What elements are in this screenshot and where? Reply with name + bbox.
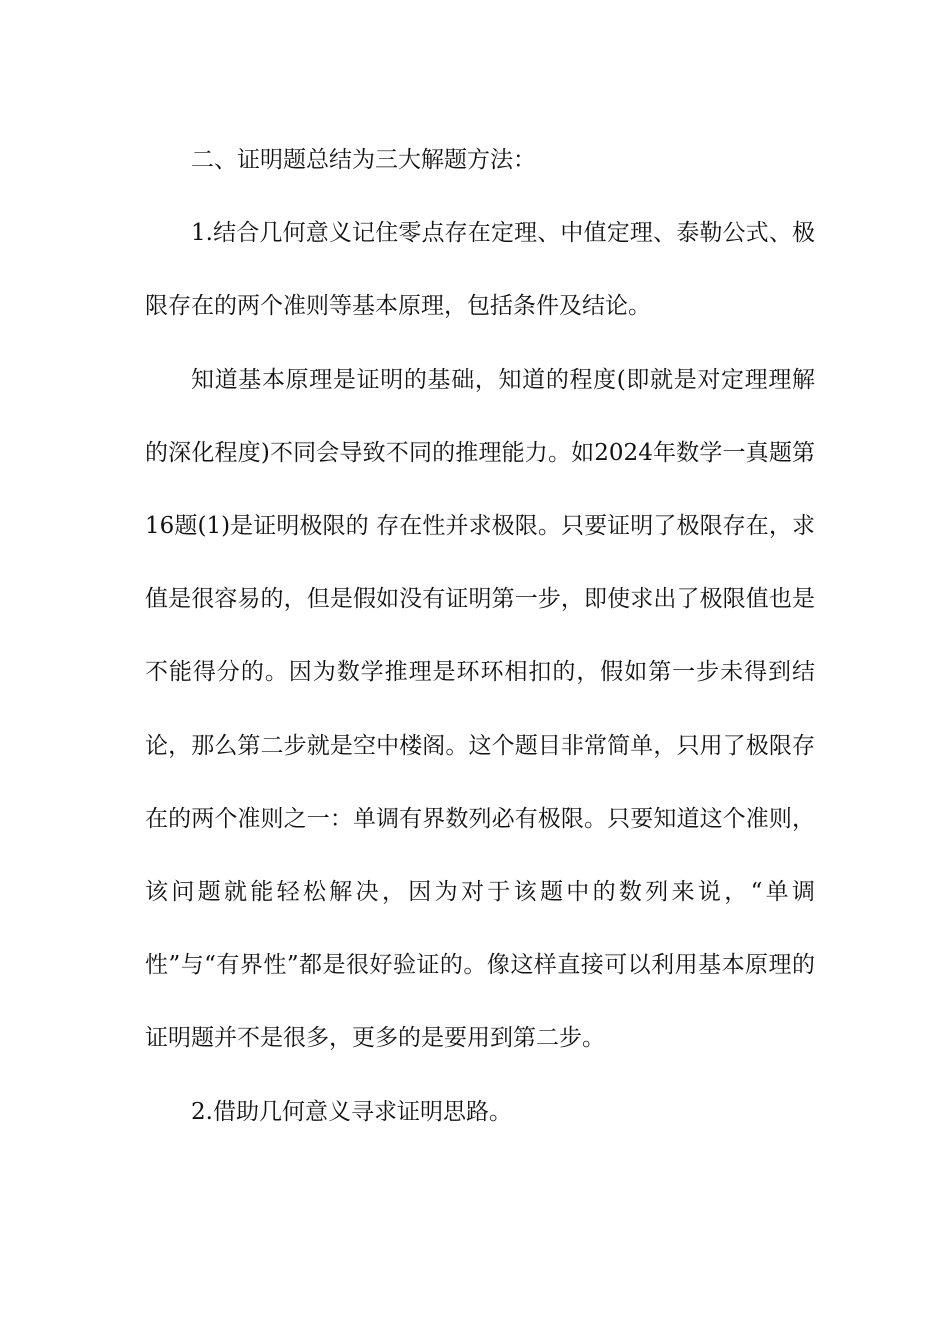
method-2-paragraph: 2.借助几何意义寻求证明思路。 — [191, 1098, 512, 1125]
explanation-paragraph: 知道基本原理是证明的基础，知道的程度(即就是对定理理解的深化程度)不同会导致不同的推理能力。如2024年数学一真题第16题(1)是证明极限的 存在性并求极限。只要证明了极限存在，求值是很容易的，但是假如没有证明第一步，即使求出了极限值也是不能得分的。因为数学推理是环环相扣的，假如第一步未得到结论，那么第二步就是空中楼阁。这个题目非常简单，只用了极限存在的两个准则之一：单调有界数列必有极限。只要知道这个准则，该问题就能轻松解决，因为对于该题中的数列来说，“单调性”与“有界性”都是很好验证的。像这样直接可以利用基本原理的证明题并不是很多，更多的是要用到第二步。 — [145, 366, 815, 1052]
section-heading: 二、证明题总结为三大解题方法： — [191, 147, 536, 173]
document-body — [145, 124, 815, 1149]
method-1-paragraph: 1.结合几何意义记住零点存在定理、中值定理、泰勒公式、极限存在的两个准则等基本原理，包括条件及结论。 — [145, 220, 815, 320]
